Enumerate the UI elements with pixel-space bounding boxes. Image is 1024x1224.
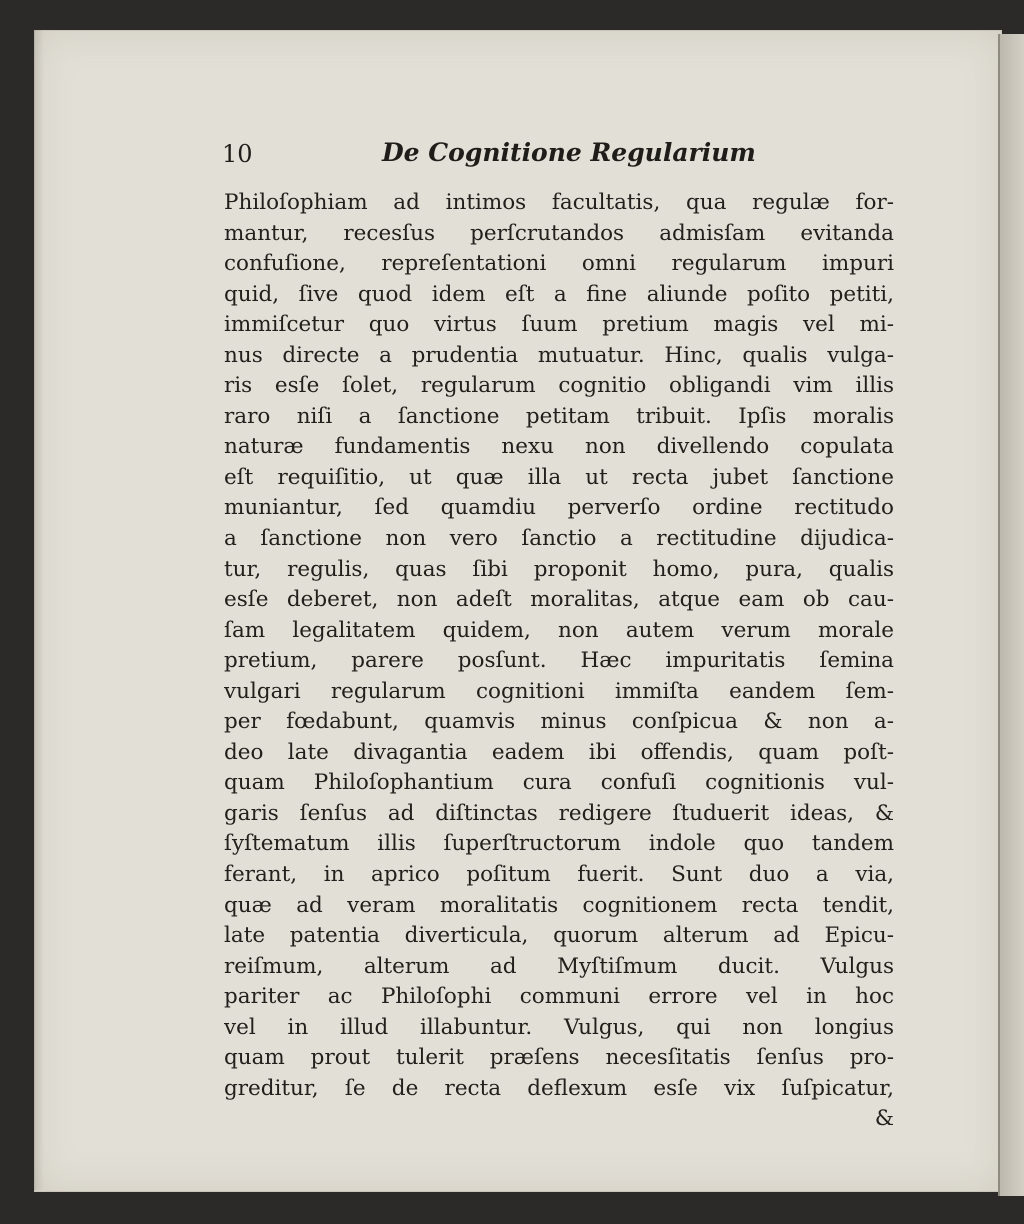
page-header xyxy=(222,136,902,172)
text-line: quam Philoſophantium cura confuſi cognitionis vul- xyxy=(224,770,894,796)
text-line: quam prout tulerit præſens necesſitatis ſenſus pro- xyxy=(224,1045,894,1071)
text-line: naturæ fundamentis nexu non divellendo copulata xyxy=(224,434,894,460)
text-line: immiſcetur quo virtus ſuum pretium magis vel mi- xyxy=(224,312,894,338)
text-line: quid, ſive quod idem eſt a fine aliunde poſito petiti, xyxy=(224,281,894,307)
text-line: vel in illud illabuntur. Vulgus, qui non longius xyxy=(224,1014,894,1040)
text-line: garis ſenſus ad diſtinctas redigere ſtuduerit ideas, & xyxy=(224,800,894,826)
text-line: ſam legalitatem quidem, non autem verum morale xyxy=(224,617,894,643)
text-line: mantur, recesſus perſcrutandos admisſam evitanda xyxy=(224,220,894,246)
text-line: greditur, ſe de recta deflexum esſe vix ſuſpicatur, xyxy=(224,1075,894,1101)
text-line: vulgari regularum cognitioni immiſta eandem ſem- xyxy=(224,678,894,704)
text-line: pretium, parere posſunt. Hæc impuritatis ſemina xyxy=(224,648,894,674)
text-line: nus directe a prudentia mutuatur. Hinc, qualis vulga- xyxy=(224,342,894,368)
text-line: eſt requiſitio, ut quæ illa ut recta jubet ſanctione xyxy=(224,464,894,490)
catchword: & xyxy=(874,1106,894,1132)
text-line: muniantur, ſed quamdiu perverſo ordine rectitudo xyxy=(224,495,894,521)
text-line: raro niſi a ſanctione petitam tribuit. Ipſis moralis xyxy=(224,403,894,429)
text-line: reiſmum, alterum ad Myſtiſmum ducit. Vulgus xyxy=(224,953,894,979)
text-line: ferant, in aprico poſitum fuerit. Sunt duo a via, xyxy=(224,862,894,888)
text-line: ſyſtematum illis ſuperſtructorum indole quo tandem xyxy=(224,831,894,857)
text-line: late patentia diverticula, quorum alterum ad Epicu- xyxy=(224,923,894,949)
running-title: De Cognitione Regularium xyxy=(382,138,756,167)
gutter-shadow xyxy=(34,30,44,1190)
text-line: esſe deberet, non adeſt moralitas, atque eam ob cau- xyxy=(224,587,894,613)
body-text xyxy=(224,188,894,1135)
text-line: pariter ac Philoſophi communi errore vel in hoc xyxy=(224,984,894,1010)
text-line: deo late divagantia eadem ibi offendis, quam poſt- xyxy=(224,739,894,765)
text-line: a ſanctione non vero ſanctio a rectitudine dijudica- xyxy=(224,526,894,552)
text-line: tur, regulis, quas ſibi proponit homo, pura, qualis xyxy=(224,556,894,582)
text-line: Philoſophiam ad intimos facultatis, qua regulæ for- xyxy=(224,190,894,215)
next-page-edge xyxy=(998,34,1024,1196)
text-line: ris esſe ſolet, regularum cognitio obligandi vim illis xyxy=(224,373,894,399)
text-line: confuſione, repreſentationi omni regularum impuri xyxy=(224,251,894,277)
text-line: per fœdabunt, quamvis minus conſpicua & non a- xyxy=(224,709,894,735)
text-line: quæ ad veram moralitatis cognitionem recta tendit, xyxy=(224,892,894,918)
page-number: 10 xyxy=(222,140,253,168)
